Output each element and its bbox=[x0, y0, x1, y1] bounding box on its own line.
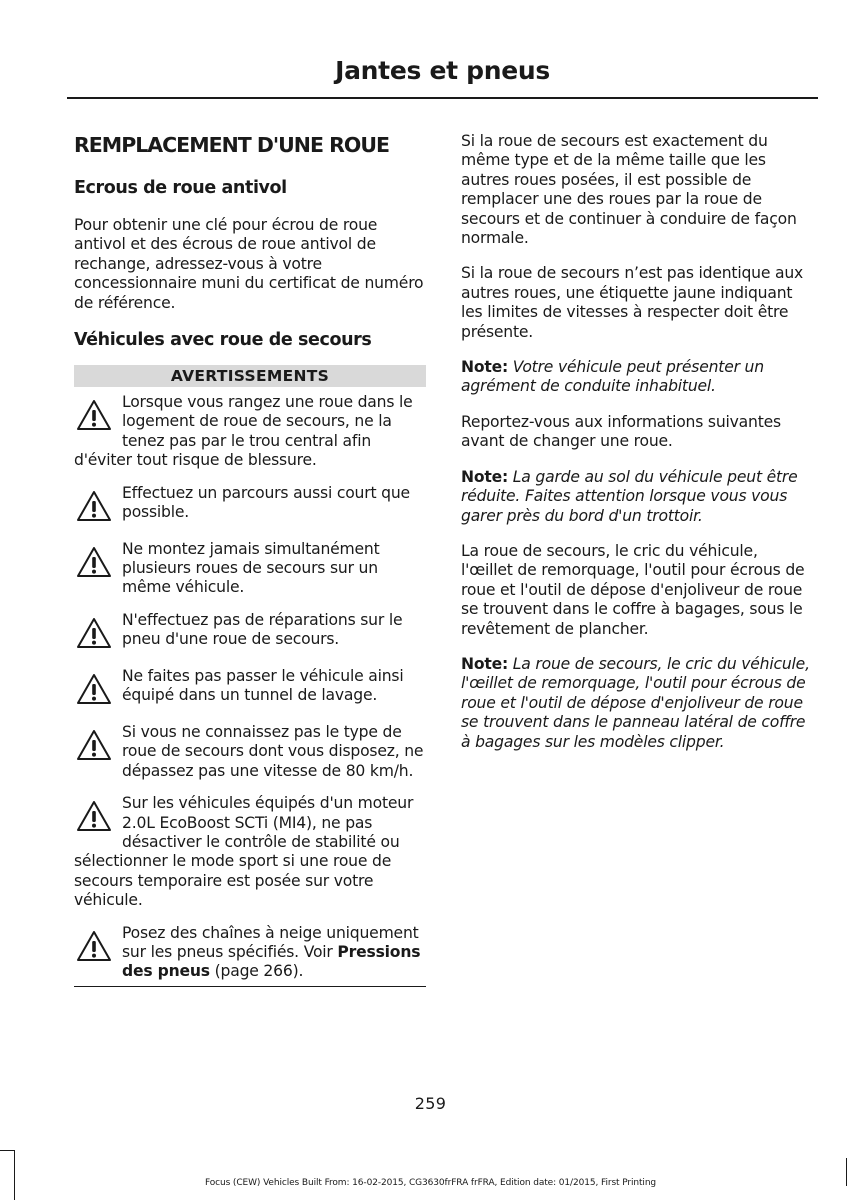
page-number: 259 bbox=[414, 1094, 447, 1113]
subheading-antitheft-nuts: Ecrous de roue antivol bbox=[74, 178, 287, 198]
note-text: Votre véhicule peut présenter un agrément de conduite inhabituel. bbox=[461, 358, 764, 396]
warning-triangle-icon bbox=[76, 489, 112, 525]
warning-text: Ne montez jamais simultanément plusieurs roues de secours sur un même véhicule. bbox=[122, 539, 380, 597]
note-label: Note: bbox=[461, 467, 509, 486]
warning-text: Posez des chaînes à neige uniquement sur les pneus spécifiés. Voir bbox=[122, 923, 419, 961]
warning-text: Sur les véhicules équipés d'un moteur 2.0L EcoBoost SCTi (MI4), ne pas désactiver le contrôle de stabilité ou sélectionner le mode sport si une roue de secours temporaire est posée sur votre véhicule. bbox=[74, 794, 414, 910]
right-column bbox=[461, 132, 813, 768]
paragraph-antitheft-nuts: Pour obtenir une clé pour écrou de roue antivol et des écrous de roue antivol de rechange, adressez-vous à votre concessionnaire muni du certificat de numéro de référence. bbox=[74, 216, 424, 312]
page-reference-link[interactable]: Pressions des pneus bbox=[122, 942, 421, 981]
note-clipper-models bbox=[461, 655, 813, 752]
print-footer: Focus (CEW) Vehicles Built From: 16-02-2015, CG3630frFRA frFRA, Edition date: 01/2015, First Printing bbox=[204, 1178, 657, 1188]
note-driving bbox=[461, 358, 813, 397]
warning-item bbox=[74, 667, 426, 710]
warning-text: Lorsque vous rangez une roue dans le logement de roue de secours, ne la tenez pas par le trou central afin d'éviter tout risque de blessure. bbox=[74, 393, 413, 470]
section-heading: REMPLACEMENT D'UNE ROUE bbox=[74, 133, 389, 157]
page-header-title: Jantes et pneus bbox=[335, 56, 550, 85]
warning-item bbox=[74, 723, 426, 781]
warning-item bbox=[74, 611, 426, 654]
warning-text: Si vous ne connaissez pas le type de roue de secours dont vous disposez, ne dépassez pas une vitesse de 80 km/h. bbox=[122, 722, 424, 780]
paragraph-refer-info: Reportez-vous aux informations suivantes avant de changer une roue. bbox=[461, 412, 781, 451]
warning-item bbox=[74, 393, 426, 471]
header-rule bbox=[67, 97, 818, 99]
note-label: Note: bbox=[461, 358, 509, 377]
warning-item bbox=[74, 924, 426, 982]
note-ground-clearance bbox=[461, 468, 813, 526]
warning-text: Ne faites pas passer le véhicule ainsi équipé dans un tunnel de lavage. bbox=[122, 666, 404, 705]
warning-text-tail: (page 266). bbox=[209, 962, 304, 981]
crop-mark bbox=[14, 1150, 15, 1200]
warning-text: N'effectuez pas de réparations sur le pneu d'une roue de secours. bbox=[122, 610, 403, 649]
paragraph-different-spare: Si la roue de secours n’est pas identique aux autres roues, une étiquette jaune indiquant les limites de vitesses à respecter doit être présente. bbox=[461, 264, 804, 341]
warning-triangle-icon bbox=[76, 728, 112, 764]
warning-item bbox=[74, 484, 426, 527]
warning-triangle-icon bbox=[76, 929, 112, 965]
warnings-end-rule bbox=[74, 986, 426, 987]
subheading-spare-wheel-vehicles: Véhicules avec roue de secours bbox=[74, 330, 372, 351]
note-text: La garde au sol du véhicule peut être réduite. Faites attention lorsque vous vous garer près du bord d'un trottoir. bbox=[461, 467, 798, 525]
left-column bbox=[74, 132, 426, 987]
note-text: La roue de secours, le cric du véhicule, l'œillet de remorquage, l'outil pour écrous de roue et l'outil de dépose d'enjoliveur de roue se trouvent dans le panneau latéral de coffre à bagages sur les modèles clipper. bbox=[461, 654, 810, 751]
warning-triangle-icon bbox=[76, 672, 112, 708]
warning-text: Effectuez un parcours aussi court que possible. bbox=[122, 483, 410, 522]
warnings-list bbox=[74, 393, 426, 982]
note-label: Note: bbox=[461, 654, 509, 673]
crop-mark bbox=[0, 1150, 14, 1151]
paragraph-tool-location: La roue de secours, le cric du véhicule, l'œillet de remorquage, l'outil pour écrous de roue et l'outil de dépose d'enjoliveur de roue se trouvent dans le coffre à bagages, sous le revêtement de plancher. bbox=[461, 541, 805, 638]
warning-item bbox=[74, 794, 426, 910]
warning-triangle-icon bbox=[76, 398, 112, 434]
warning-item bbox=[74, 540, 426, 598]
warning-triangle-icon bbox=[76, 616, 112, 652]
crop-mark bbox=[846, 1158, 847, 1186]
warnings-header: AVERTISSEMENTS bbox=[74, 365, 426, 387]
warning-triangle-icon bbox=[76, 799, 112, 835]
paragraph-identical-spare: Si la roue de secours est exactement du même type et de la même taille que les autres roues posées, il est possible de remplacer une des roues par la roue de secours et de continuer à conduire de façon normale. bbox=[461, 132, 797, 248]
warning-triangle-icon bbox=[76, 545, 112, 581]
